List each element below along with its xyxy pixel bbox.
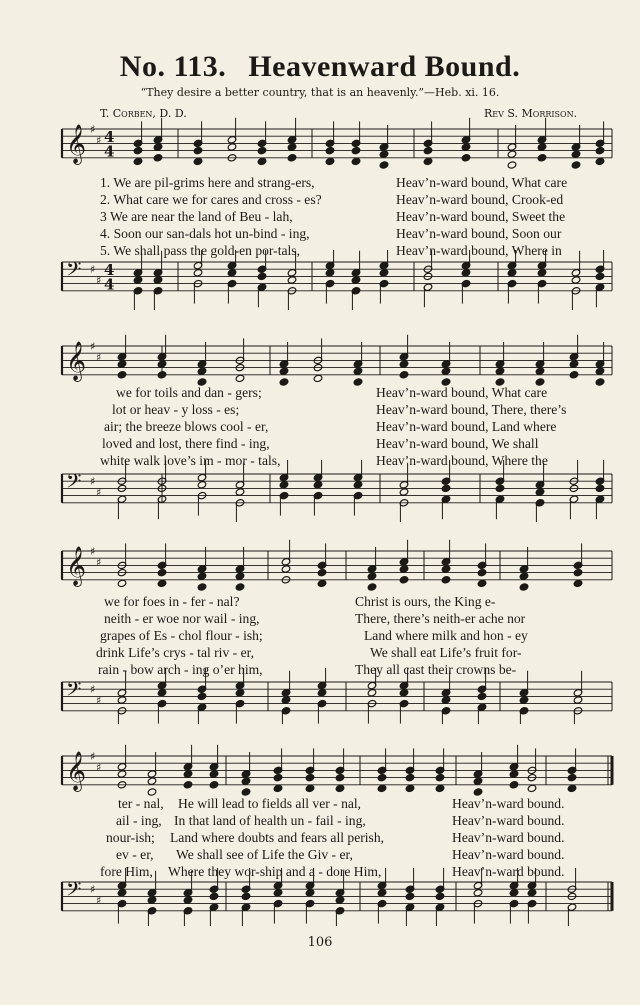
staff-engraving: [62, 460, 612, 522]
sharp-icon: ♯: [90, 123, 96, 136]
lyric-segment: white walk love’s im - mor - tals,: [100, 453, 281, 468]
lyric-segment: Heav’n-ward bound.: [452, 813, 565, 828]
bass-clef-icon: 𝄢: [66, 877, 82, 906]
lyric-segment: In that land of health un - fail - ing,: [174, 813, 366, 828]
time-signature: 4: [104, 275, 115, 294]
sharp-icon: ♯: [96, 760, 102, 774]
system-3-verse-3: [0, 627, 640, 644]
system-2-verse-1: [0, 384, 640, 401]
system-3-bass-staff: [0, 668, 640, 724]
bass-clef-icon: 𝄢: [66, 677, 82, 706]
lyric-segment: Where they wor-ship and a - dore Him,: [168, 864, 382, 879]
lyric-segment: we for toils and dan - gers;: [116, 385, 262, 400]
hymn-number: No. 113.: [119, 50, 227, 83]
lyric-segment: Heav’n-ward bound.: [452, 864, 565, 879]
system-2-verse-3: [0, 418, 640, 435]
system-3-verse-2: [0, 610, 640, 627]
lyric-segment: ev - er,: [116, 847, 154, 862]
sharp-icon: ♯: [96, 350, 102, 364]
staff-engraving: [62, 118, 612, 169]
lyric-segment: Heav’n-ward bound, Where in: [396, 243, 562, 258]
lyric-segment: Heav’n-ward bound, Land where: [376, 419, 557, 434]
sharp-icon: ♯: [96, 274, 102, 287]
system-4-verse-4: [0, 846, 640, 863]
lyric-segment: 2. What care we for cares and cross - es?: [100, 192, 322, 207]
time-signature: 4: [104, 142, 115, 161]
lyric-segment: Heav’n-ward bound, Crook-ed: [396, 192, 564, 207]
sharp-icon: ♯: [96, 133, 102, 147]
lyric-segment: loved and lost, there find - ing,: [102, 436, 270, 451]
sharp-icon: ♯: [90, 263, 96, 277]
sharp-icon: ♯: [96, 894, 102, 907]
treble-clef-icon: 𝄞: [66, 123, 87, 164]
sharp-icon: ♯: [90, 883, 96, 897]
system-4-verse-1: [0, 795, 640, 812]
time-signature: 4: [104, 260, 115, 279]
system-4-bass-staff: [0, 868, 640, 926]
lyric-segment: nour-ish;: [106, 830, 155, 845]
lyric-segment: We shall see of Life the Giv - er,: [176, 847, 353, 862]
hymn-title: Heavenward Bound.: [248, 50, 521, 83]
lyric-segment: ail - ing,: [116, 813, 162, 828]
staff-engraving: [62, 668, 612, 724]
lyric-segment: grapes of Es - chol flour - ish;: [100, 628, 263, 643]
lyric-segment: lot or heav - y loss - es;: [112, 402, 240, 417]
lyric-segment: Heav’n-ward bound, We shall: [376, 436, 539, 451]
lyric-segment: Heav’n-ward bound, Soon our: [396, 226, 562, 241]
lyric-segment: There, there’s neith-er ache nor: [355, 611, 526, 626]
treble-clef-icon: 𝄞: [66, 340, 87, 381]
bass-clef-icon: 𝄢: [66, 257, 82, 286]
staff-engraving: [62, 868, 612, 926]
lyric-segment: Heav’n-ward bound, Sweet the: [396, 209, 566, 224]
system-1-verse-3: [0, 208, 640, 225]
system-4-verse-3: [0, 829, 640, 846]
lyric-segment: fore Him,: [100, 864, 153, 879]
system-1-verse-2: [0, 191, 640, 208]
lyric-segment: Land where milk and hon - ey: [364, 628, 528, 643]
lyric-segment: neith - er woe nor wail - ing,: [104, 611, 260, 626]
time-signature: 4: [104, 127, 115, 146]
system-1-verse-1: [0, 174, 640, 191]
lyric-segment: He will lead to fields all ver - nal,: [178, 796, 362, 811]
system-4-verse-2: [0, 812, 640, 829]
lyricist-credit: T. Corben, D. D.: [100, 107, 187, 120]
sharp-icon: ♯: [90, 340, 96, 353]
system-3-verse-1: [0, 593, 640, 610]
lyric-segment: Heav’n-ward bound.: [452, 830, 565, 845]
lyric-segment: Heav’n-ward bound, There, there’s: [376, 402, 567, 417]
staff-engraving: [62, 335, 612, 386]
system-2-bass-staff: [0, 460, 640, 522]
lyric-segment: 1. We are pil-grims here and strang-ers,: [100, 175, 315, 190]
system-1-treble-staff: [0, 117, 640, 177]
staff-engraving: [62, 250, 612, 310]
page-number: 106: [307, 935, 333, 950]
system-3-verse-4: [0, 644, 640, 661]
sharp-icon: ♯: [90, 475, 96, 489]
lyric-segment: Heav’n-ward bound.: [452, 847, 565, 862]
sharp-icon: ♯: [96, 486, 102, 499]
hymn-heading: [0, 50, 640, 84]
lyric-segment: 3 We are near the land of Beu - lah,: [100, 209, 293, 224]
lyric-segment: Heav’n-ward bound, Where the: [376, 453, 548, 468]
bass-clef-icon: 𝄢: [66, 469, 82, 498]
lyric-segment: we for foes in - fer - nal?: [104, 594, 240, 609]
sharp-icon: ♯: [90, 750, 96, 763]
treble-clef-icon: 𝄞: [66, 545, 87, 586]
lyric-segment: rain - bow arch - ing o’er him,: [98, 662, 263, 677]
system-4-treble-staff: [0, 742, 640, 800]
system-1-bass-staff: [0, 250, 640, 310]
sharp-icon: ♯: [90, 545, 96, 558]
lyric-segment: drink Life’s crys - tal riv - er,: [96, 645, 254, 660]
epigraph: “They desire a better country, that is an heavenly.”—Heb. xi. 16.: [140, 86, 500, 99]
staff-engraving: [62, 540, 612, 591]
lyric-segment: 5. We shall pass the gold-en por-tals,: [100, 243, 300, 258]
sharp-icon: ♯: [90, 683, 96, 697]
sharp-icon: ♯: [96, 694, 102, 707]
lyric-segment: Heav’n-ward bound, What care: [396, 175, 568, 190]
lyric-segment: air; the breeze blows cool - er,: [104, 419, 269, 434]
lyric-segment: Heav’n-ward bound, What care: [376, 385, 548, 400]
lyric-segment: 4. Soon our san-dals hot un-bind - ing,: [100, 226, 310, 241]
staff-engraving: [62, 745, 612, 796]
lyric-segment: We shall eat Life’s fruit for-: [370, 645, 522, 660]
lyric-segment: Land where doubts and fears all perish,: [170, 830, 385, 845]
lyric-segment: Christ is ours, the King e-: [355, 594, 496, 609]
system-1-verse-4: [0, 225, 640, 242]
system-3-treble-staff: [0, 537, 640, 597]
lyric-segment: They all cast their crowns be-: [355, 662, 517, 677]
system-2-verse-4: [0, 435, 640, 452]
composer-credit: Rev S. Morrison.: [484, 107, 578, 120]
treble-clef-icon: 𝄞: [66, 750, 87, 791]
system-2-verse-2: [0, 401, 640, 418]
lyric-segment: ter - nal,: [118, 796, 164, 811]
sharp-icon: ♯: [96, 555, 102, 569]
lyric-segment: Heav’n-ward bound.: [452, 796, 565, 811]
